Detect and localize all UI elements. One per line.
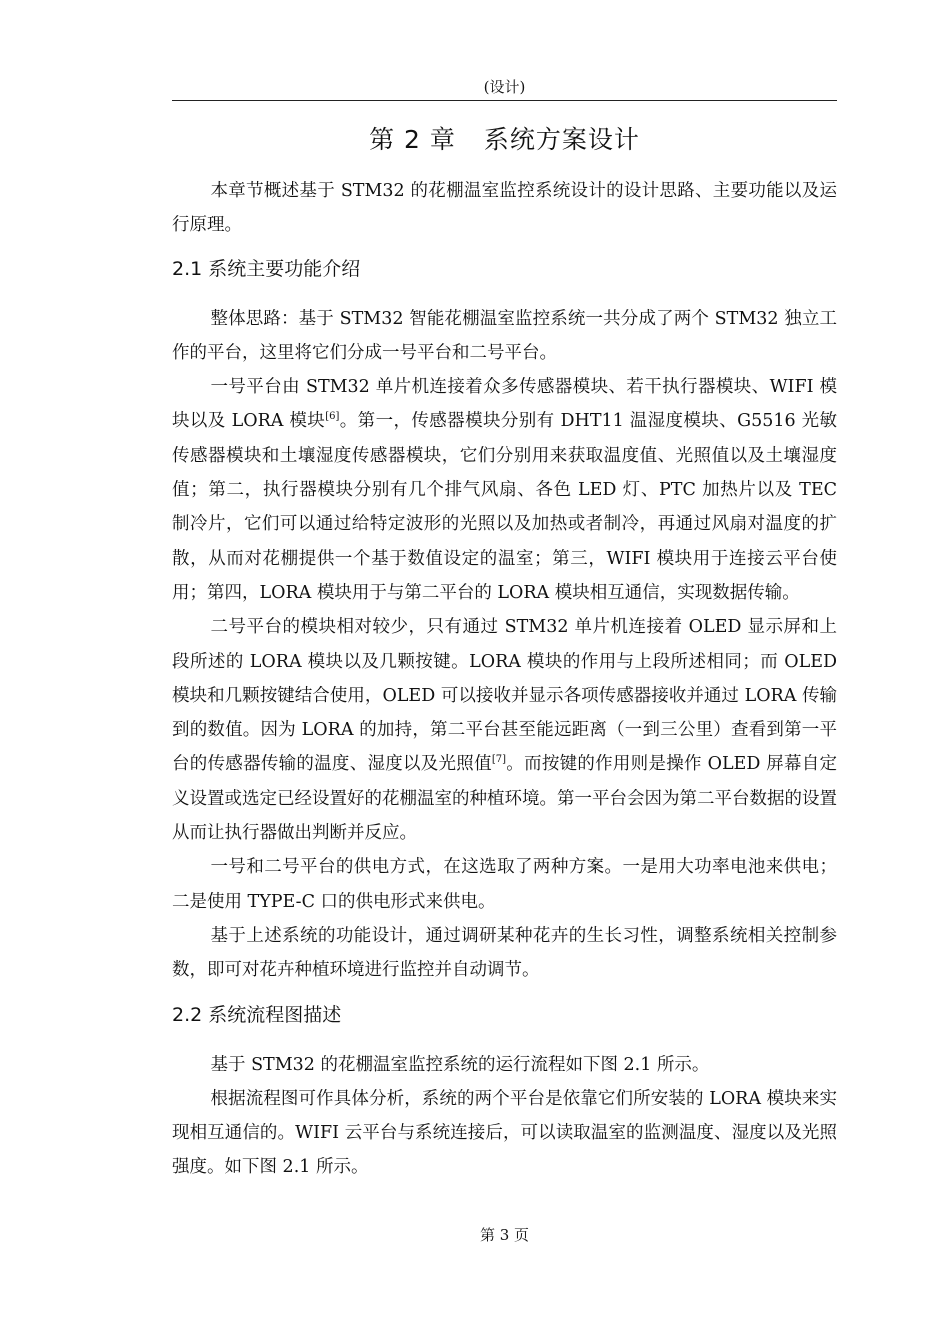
paragraph-power-supply: 一号和二号平台的供电方式，在这选取了两种方案。一是用大功率电池来供电；二是使用 TYPE-C 口的供电形式来供电。	[172, 857, 837, 912]
section-heading-2-1: 2.1 系统主要功能介绍	[172, 257, 361, 280]
paragraph-platform-one	[172, 370, 837, 610]
platform-two-text-a: 二号平台的模块相对较少，只有通过 STM32 单片机连接着 OLED 显示屏和上段所述的 LORA 模块以及几颗按键。LORA 模块的作用与上段所述相同；而 OLED 模块和几颗按键结合使用，OLED 可以接收并显示各项传感器接收并通过 LORA 传输到的数值。因为 LORA 的加持，第二平台甚至能远距离（一到三公里）查看到第一平台的传感器传输的温度、湿度以及光照值	[172, 617, 837, 775]
paragraph-control-summary: 基于上述系统的功能设计，通过调研某种花卉的生长习性，调整系统相关控制参数，即可对花卉种植环境进行监控并自动调节。	[172, 925, 837, 981]
paragraph-platform-two	[172, 610, 837, 850]
citation-6: [6]	[325, 411, 340, 423]
page-number: 第 3 页	[479, 1226, 530, 1244]
section-heading-2-2: 2.2 系统流程图描述	[172, 1003, 342, 1026]
platform-one-text-a: 一号平台由 STM32 单片机连接着众多传感器模块、若干执行器模块、WIFI 模块以及 LORA 模块	[172, 377, 837, 432]
platform-one-text-b: 。第一，传感器模块分别有 DHT11 温湿度模块、G5516 光敏传感器模块和土壤湿度传感器模块，它们分别用来获取温度值、光照值以及土壤湿度值；第二，执行器模块分别有几个排气风扇、各色 LED 灯、PTC 加热片以及 TEC 制冷片，它们可以通过给特定波形的光照以及加热或者制冷，再通过风扇对温度的扩散，从而对花棚提供一个基于数值设定的温室；第三，WIFI 模块用于连接云平台使用；第四，LORA 模块用于与第二平台的 LORA 模块相互通信，实现数据传输。	[172, 411, 837, 603]
intro-paragraph: 本章节概述基于 STM32 的花棚温室监控系统设计的设计思路、主要功能以及运行原理。	[172, 181, 837, 236]
page-body	[172, 174, 837, 1185]
platform-two-text-b: 。而按键的作用则是操作 OLED 屏幕自定义设置或选定已经设置好的花棚温室的种植环境。第一平台会因为第二平台数据的设置从而让执行器做出判断并反应。	[172, 754, 838, 844]
chapter-number: 第 2 章	[369, 125, 456, 154]
page-header	[172, 76, 837, 101]
chapter-title	[172, 120, 837, 160]
header-text: (设计)	[483, 78, 526, 96]
paragraph-flow-analysis: 根据流程图可作具体分析，系统的两个平台是依靠它们所安装的 LORA 模块来实现相互通信的。WIFI 云平台与系统连接后，可以读取温室的监测温度、湿度以及光照强度。如下图 2.1 所示。	[172, 1088, 837, 1178]
citation-7: [7]	[491, 754, 507, 766]
paragraph-overview: 整体思路：基于 STM32 智能花棚温室监控系统一共分成了两个 STM32 独立工作的平台，这里将它们分成一号平台和二号平台。	[172, 308, 837, 363]
paragraph-flow-intro: 基于 STM32 的花棚温室监控系统的运行流程如下图 2.1 所示。	[210, 1054, 710, 1075]
page-footer	[172, 1224, 837, 1246]
chapter-name: 系统方案设计	[483, 125, 640, 154]
